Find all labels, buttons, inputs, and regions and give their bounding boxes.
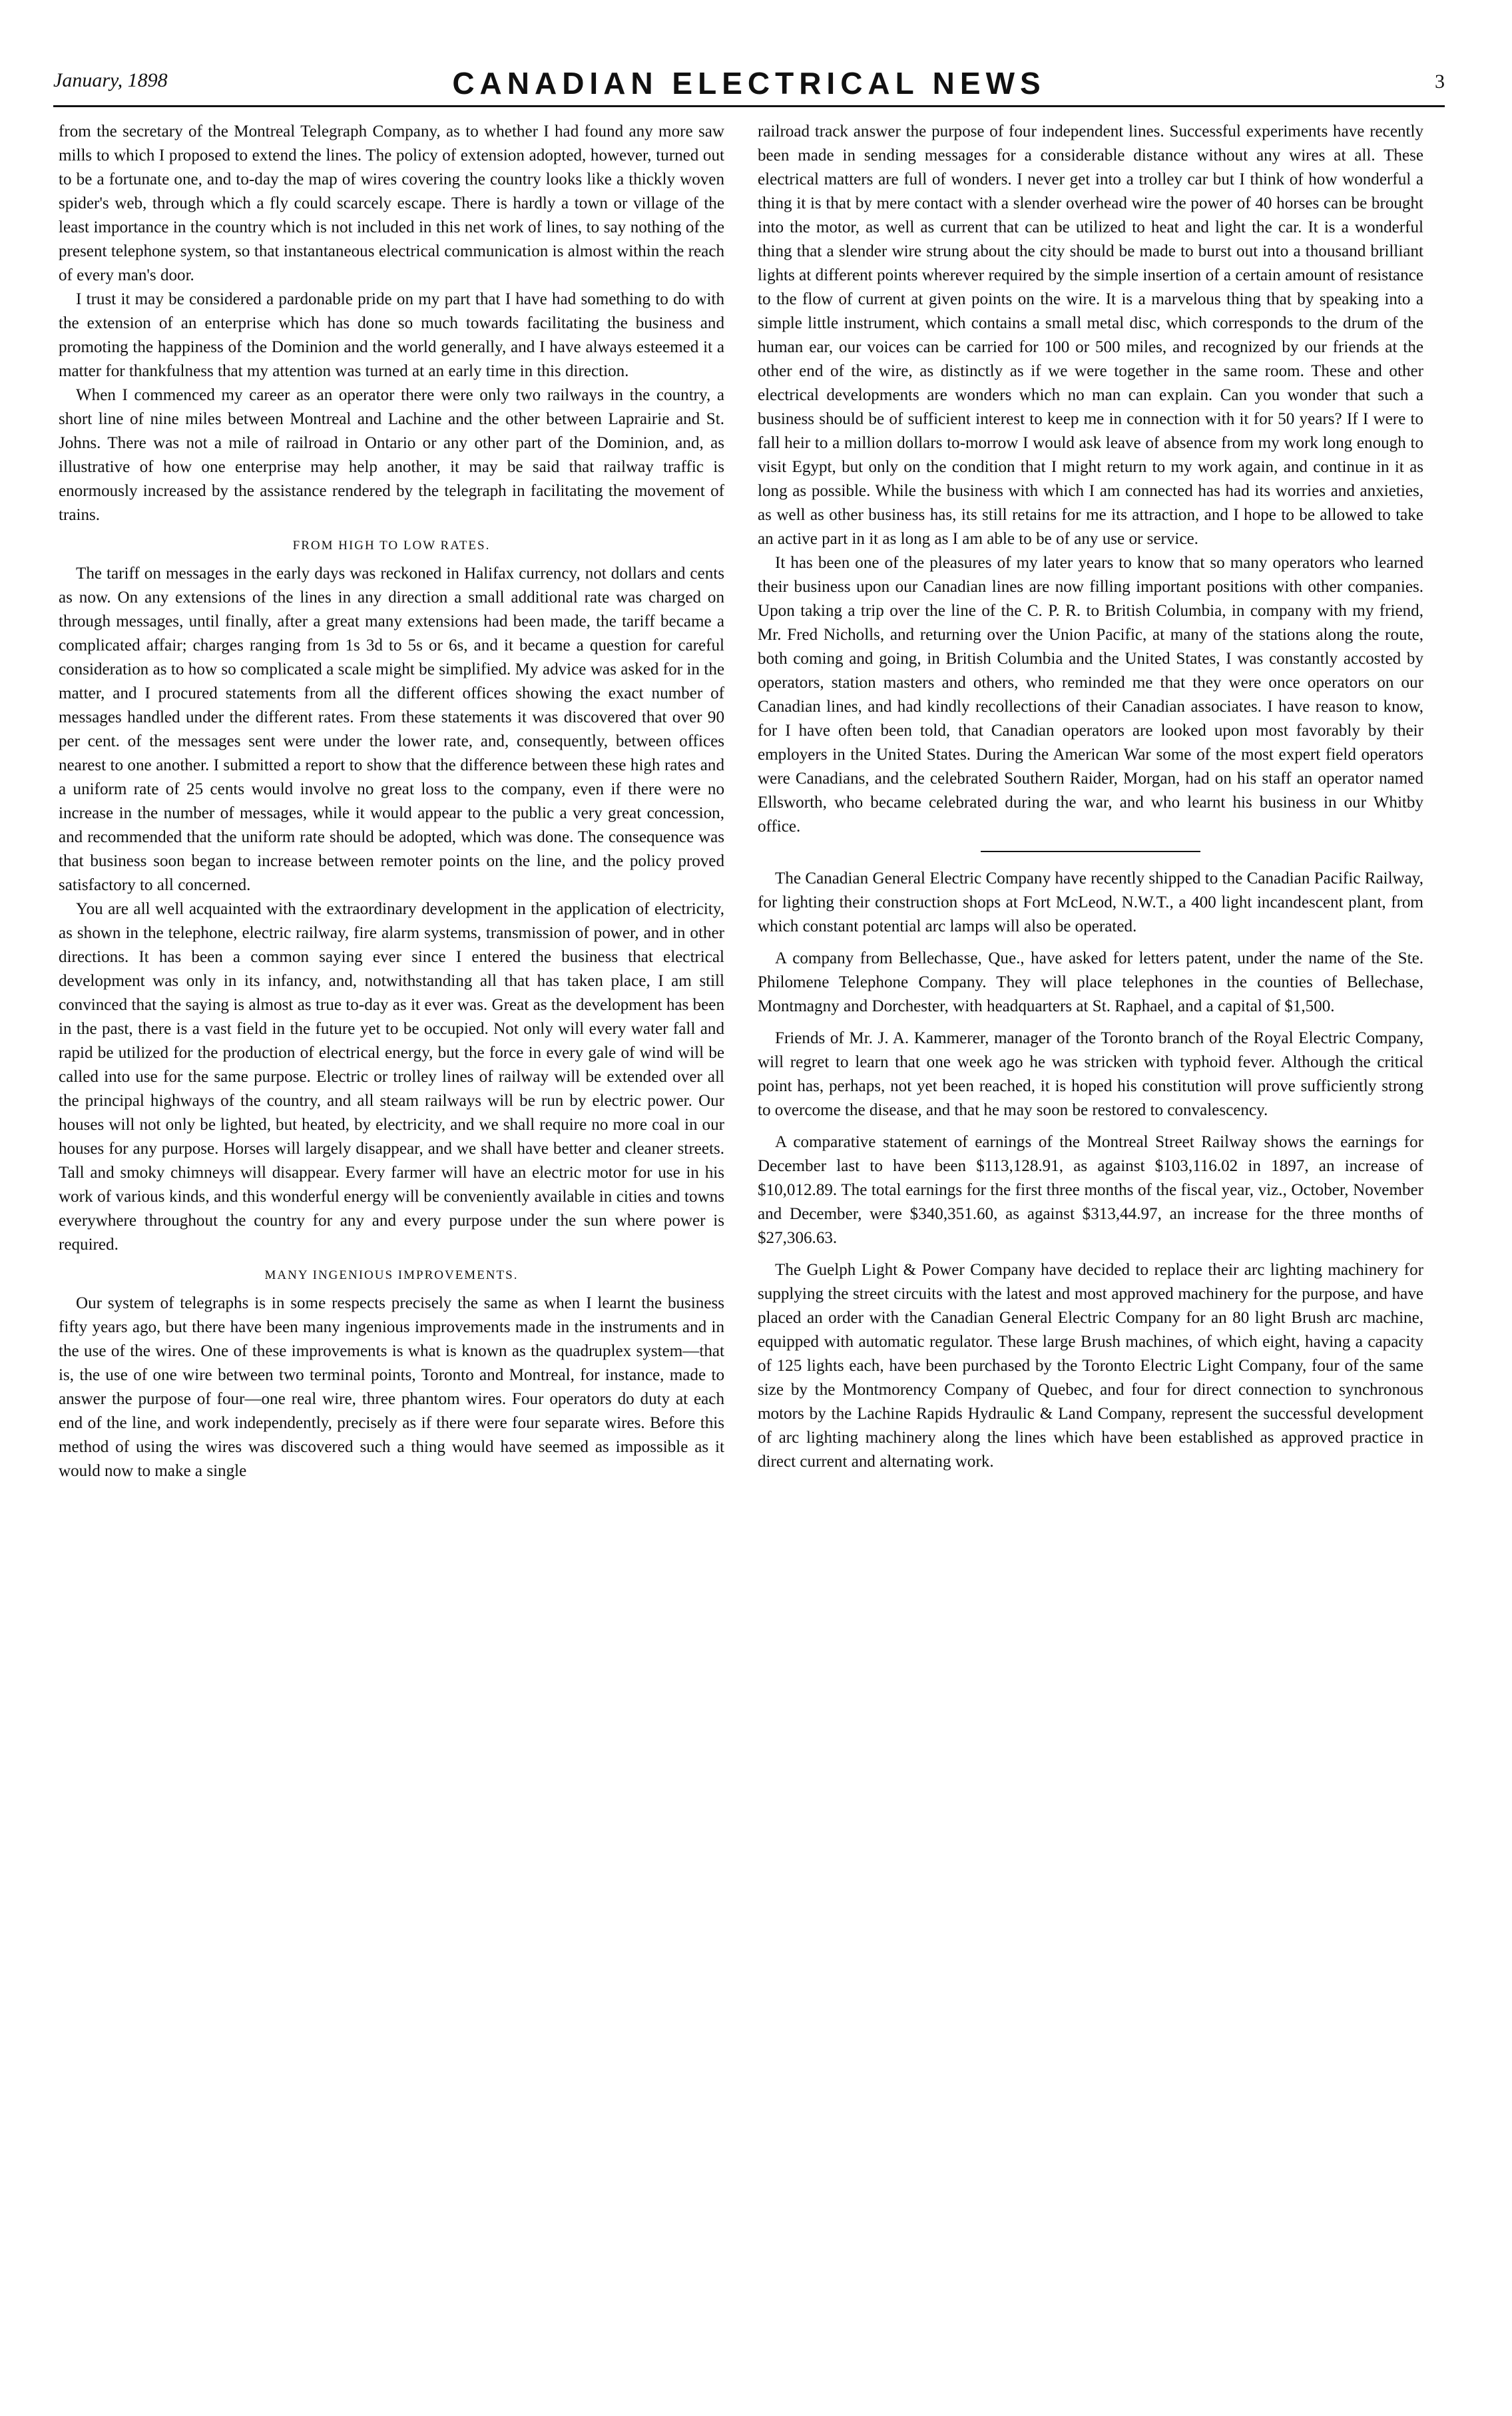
section-heading: MANY INGENIOUS IMPROVEMENTS. bbox=[264, 1268, 519, 1282]
section-heading: FROM HIGH TO LOW RATES. bbox=[292, 539, 491, 553]
page-number: 3 bbox=[1435, 71, 1445, 93]
paragraph: It has been one of the pleasures of my later years to know that so many operators who learned their business upon our Canadian lines are now filling important positions with other companies. Upon taking a trip over the line of the C. P. R. to British Columbia, in company with my friend, Mr. Fred Nicholls, and returning over the Union Pacific, at many of the stations along the route, both coming and going, in British Columbia and the United States, I was constantly accosted by operators, station masters and others, who reminded me that they were once operators on our Canadian lines, and had kindly recollections of their Canadian associates. I have reason to know, for I have often been told, that Canadian operators are looked upon most favorably by their employers in the United States. During the American War some of the most expert field operators were Canadians, and the celebrated Southern Raider, Morgan, had on his staff an operator named Ellsworth, who became celebrated during the war, and who learnt his business in our Whitby office. bbox=[758, 554, 1423, 836]
paragraph: The tariff on messages in the early days was reckoned in Halifax currency, not dollars and cents as now. On any extensions of the lines in any direction a small additional rate was charged on through messages, until finally, after a great many extensions had been made, the tariff became a complicated affair; charges ranging from 1s 3d to 5s or 6s, and it became a question for careful consideration as to how so complicated a scale might be simplified. My advice was asked for in the matter, and I procured statements from all the different offices showing the exact number of messages handled under the different rates. From these statements it was discovered that over 90 per cent. of the messages sent were under the lower rate, and, consequently, between offices nearest to one another. I submitted a report to show that the difference between these high rates and a uniform rate of 25 cents would involve no great loss to the company, even if there were no increase in the number of messages, while it would appear to the public a very great concession, and recommended that the uniform rate should be adopted, which was done. The consequence was that business soon began to increase between remoter points on the line, and the policy proved satisfactory to all concerned. bbox=[59, 565, 724, 894]
paragraph: I trust it may be considered a pardonable pride on my part that I have had something to do with the extension of an enterprise which has done so much towards facilitating the business and promoting the happiness of the Dominion and the world generally, and I have always esteemed it a matter for thankfulness that my attention was turned at an early time in this direction. bbox=[59, 290, 724, 380]
left-column bbox=[59, 120, 724, 1483]
paragraph: railroad track answer the purpose of four independent lines. Successful experiments have recently been made in sending messages for a considerable distance without any wires at all. These electrical matters are full of wonders. I never get into a trolley car but I think of how wonderful a thing it is that by mere contact with a slender overhead wire the power of 40 horses can be brought into the motor, as well as current that can be utilized to heat and light the car. It is a wonderful thing that a slender wire strung about the city should be made to burst out into a thousand brilliant lights at different points wherever required by the simple insertion of a certain amount of resistance to the flow of current at given points on the wire. It is a marvelous thing that by speaking into a simple little instrument, which contains a small metal disc, which corresponds to the drum of the human ear, our voices can be carried for 100 or 500 miles, and recognized by our friends at the other end of the wire, as distinctly as if we were together in the same room. These and other electrical developments are wonders which no man can explain. Can you wonder that such a business should be of sufficient interest to keep me in connection with it for 50 years? If I were to fall heir to a million dollars to-morrow I would ask leave of absence from my work long enough to visit Egypt, but only on the condition that I might return to my work again, and continue in it as long as possible. While the business with which I am connected has had its worries and anxieties, as well as other business has, its still retains for me its attraction, and I hope to be allowed to take an active part in it as long as I am able to be of any use or service. bbox=[758, 122, 1423, 548]
news-item: The Canadian General Electric Company have recently shipped to the Canadian Pacific Railway, for lighting their construction shops at Fort McLeod, N.W.T., a 400 light incandescent plant, from which constant potential arc lamps will also be operated. bbox=[758, 869, 1423, 935]
news-item: A comparative statement of earnings of the Montreal Street Railway shows the earnings for December last to have been $113,128.91, as against $103,116.02 in 1897, an increase of $10,012.89. The total earnings for the first three months of the fiscal year, viz., October, November and December, were $340,351.60, as against $313,44.97, an increase for the three months of $27,306.63. bbox=[758, 1133, 1423, 1247]
paragraph: from the secretary of the Montreal Telegraph Company, as to whether I had found any more saw mills to which I proposed to extend the lines. The policy of extension adopted, however, turned out to be a fortunate one, and to-day the map of wires covering the country looks like a thickly woven spider's web, through which a fly could scarcely escape. There is hardly a town or village of the least importance in the country which is not included in this net work of lines, to say nothing of the present telephone system, so that instantaneous electrical communication is almost within the reach of every man's door. bbox=[59, 122, 724, 284]
issue-date: January, 1898 bbox=[53, 69, 168, 91]
news-item: The Guelph Light & Power Company have decided to replace their arc lighting machinery for supplying the street circuits with the latest and most approved machinery for the purpose, and have placed an order with the Canadian General Electric Company for an 80 light Brush arc machine, equipped with automatic regulator. These large Brush machines, of which eight, having a capacity of 125 lights each, have been purchased by the Toronto Electric Light Company, four of the same size by the Montmorency Company of Quebec, and four for direct connection to synchronous motors by the Lachine Rapids Hydraulic & Land Company, represent the successful development of arc lighting machinery along the lines which have been established as approved practice in direct current and alternating work. bbox=[758, 1261, 1423, 1471]
paragraph: Our system of telegraphs is in some respects precisely the same as when I learnt the business fifty years ago, but there have been many ingenious improvements made in the instruments and in the use of the wires. One of these improvements is what is known as the quadruplex system—that is, the use of one wire between two terminal points, Toronto and Montreal, for instance, made to answer the purpose of four—one real wire, three phantom wires. Four operators do duty at each end of the line, and work independently, precisely as if there were four separate wires. Before this method of using the wires was discovered such a thing would have seemed as impossible as it would now to make a single bbox=[59, 1294, 724, 1480]
paragraph: When I commenced my career as an operator there were only two railways in the country, a short line of nine miles between Montreal and Lachine and the other between Laprairie and St. Johns. There was not a mile of railroad in Ontario or any other part of the Dominion, and, as illustrative of how one enterprise may help another, it may be said that railway traffic is enormously increased by the assistance rendered by the telegraph in facilitating the movement of trains. bbox=[59, 386, 724, 524]
page-header bbox=[53, 65, 1445, 99]
masthead: CANADIAN ELECTRICAL NEWS bbox=[452, 66, 1046, 101]
right-column bbox=[758, 120, 1423, 1474]
news-item: Friends of Mr. J. A. Kammerer, manager of the Toronto branch of the Royal Electric Company, will regret to learn that one week ago he was stricken with typhoid fever. Although the critical point has, perhaps, not yet been reached, it is hoped his constitution will prove sufficiently strong to overcome the disease, and that he may soon be restored to convalescency. bbox=[758, 1029, 1423, 1119]
paragraph: You are all well acquainted with the extraordinary development in the application of electricity, as shown in the telephone, electric railway, fire alarm systems, transmission of power, and in other directions. It has been a common saying ever since I entered the business that electrical development was only in its infancy, and, notwithstanding all that has taken place, I am still convinced that the saying is almost as true to-day as it ever was. Great as the development has been in the past, there is a vast field in the future yet to be occupied. Not only will every water fall and rapid be utilized for the production of electrical energy, but the force in every gale of wind will be called into use for the same purpose. Electric or trolley lines of railway will be extended over all the principal highways of the country, and all steam railways will be run by electric power. Our houses will not only be lighted, but heated, by electricity, and we shall require no more coal in our houses for any purpose. Horses will largely disappear, and we shall have better and cleaner streets. Tall and smoky chimneys will disappear. Every farmer will have an electric motor for use in his work of various kinds, and this wonderful energy will be conveniently available in cities and towns everywhere throughout the country for any and every purpose under the sun where power is required. bbox=[59, 900, 724, 1254]
article-divider bbox=[981, 851, 1200, 852]
header-rule bbox=[53, 105, 1445, 107]
news-item: A company from Bellechasse, Que., have asked for letters patent, under the name of the Ste. Philomene Telephone Company. They will place telephones in the counties of Bellechase, Montmagny and Dorchester, with headquarters at St. Raphael, and a capital of $1,500. bbox=[758, 949, 1423, 1015]
